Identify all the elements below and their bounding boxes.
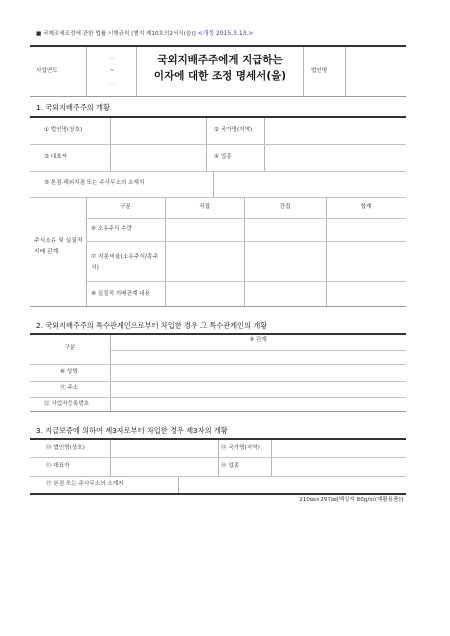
section3-bottom-border	[30, 493, 406, 495]
section2-top-border	[30, 333, 406, 335]
divider	[110, 335, 111, 411]
country-label: ② 국가명(지역)	[214, 127, 253, 133]
date-tilde: ~	[109, 68, 115, 74]
s3-business-type-label: ⑯ 업종	[221, 463, 240, 469]
s3-corp-name-label: ⑬ 법인명(상호)	[46, 445, 85, 451]
divider	[303, 47, 304, 96]
section3-heading: 3. 지급보증에 의하여 제3자로부터 차입한 경우 제3자의 개황	[36, 426, 228, 435]
s3-address-label: ⑰ 본점 또는 주사무소의 소재지	[46, 481, 124, 487]
section2-type-header: 구분	[64, 345, 76, 351]
name-label: ⑩ 성명	[60, 369, 78, 375]
row-divider	[30, 364, 406, 365]
title-line-2: 이자에 대한 조정 명세서(을)	[153, 70, 287, 83]
control-label: ⑧ 실질적 지배관계 내용	[91, 291, 150, 297]
divider	[165, 198, 166, 306]
title-line-1: 국외지배주주에게 지급하는	[157, 54, 283, 66]
ownership-row-header: 주식소유 및 실질적 지배 관계	[34, 238, 83, 255]
row-divider	[30, 397, 406, 398]
page-title	[137, 52, 303, 85]
row-divider	[110, 350, 406, 351]
divider	[213, 172, 214, 197]
divider	[206, 118, 207, 172]
col-direct-header: 직접	[199, 204, 210, 210]
row-divider	[30, 144, 406, 145]
divider	[178, 477, 179, 493]
regulation-header	[36, 31, 253, 38]
row-divider	[86, 218, 406, 219]
divider	[345, 47, 346, 96]
divider	[86, 198, 87, 306]
section1-bottom-border	[30, 306, 406, 307]
divider	[86, 47, 87, 96]
col-type-header: 구분	[120, 204, 131, 210]
row-divider	[86, 281, 406, 282]
business-year-label: 사업연도	[36, 68, 58, 74]
date-end: · ·	[109, 81, 115, 87]
divider	[218, 440, 219, 476]
address-label: ⑪ 주소	[60, 385, 79, 391]
shares-label: ⑥ 소유주식 수량	[91, 226, 132, 232]
address-label: ⑤ 본점·해외지점 또는 주사무소의 소재지	[44, 180, 145, 186]
s3-country-label: ⑭ 국가명(지역)	[221, 445, 260, 451]
row-divider	[30, 171, 406, 172]
section1-heading: 1. 국외지배주주의 개황	[36, 103, 110, 112]
ratio-label: ⑦ 지분비율(소유주식/총주식)	[91, 254, 159, 271]
row-divider	[86, 241, 406, 242]
divider	[264, 118, 265, 172]
biz-no-label: ⑫ 사업자등록번호	[44, 401, 90, 407]
corp-name-label: 법인명	[311, 68, 328, 74]
divider	[110, 118, 111, 172]
business-type-label: ④ 업종	[214, 154, 232, 160]
section2-bottom-border	[30, 411, 406, 412]
date-start: · ·	[109, 56, 115, 62]
divider	[110, 440, 111, 476]
divider	[244, 198, 245, 306]
section1-top-border	[30, 116, 406, 118]
relation-header: ⑨ 관계	[249, 337, 267, 343]
section2-heading: 2. 국외지배주주의 특수관계인으로부터 차입한 경우 그 특수관계인의 개황	[36, 321, 268, 330]
col-total-header: 합계	[360, 204, 372, 210]
row-divider	[30, 476, 406, 477]
title-bottom-border	[30, 96, 406, 97]
divider	[326, 198, 327, 306]
representative-label: ③ 대표자	[44, 154, 68, 160]
col-indirect-header: 간접	[279, 204, 291, 210]
divider	[271, 440, 272, 476]
row-divider	[30, 381, 406, 382]
paper-spec: 210㎜×297㎜[백상지 80g/㎡(재활용품)]	[299, 497, 403, 503]
corp-name-label: ① 법인명(상호)	[44, 127, 83, 133]
revision-text: <개정 2015.3.13.>	[197, 30, 254, 37]
row-divider	[30, 457, 406, 458]
regulation-text: ■ 국제조세조정에 관한 법률 시행규칙 [별지 제10호의2서식(을)]	[36, 31, 196, 37]
s3-representative-label: ⑮ 대표자	[46, 463, 70, 469]
